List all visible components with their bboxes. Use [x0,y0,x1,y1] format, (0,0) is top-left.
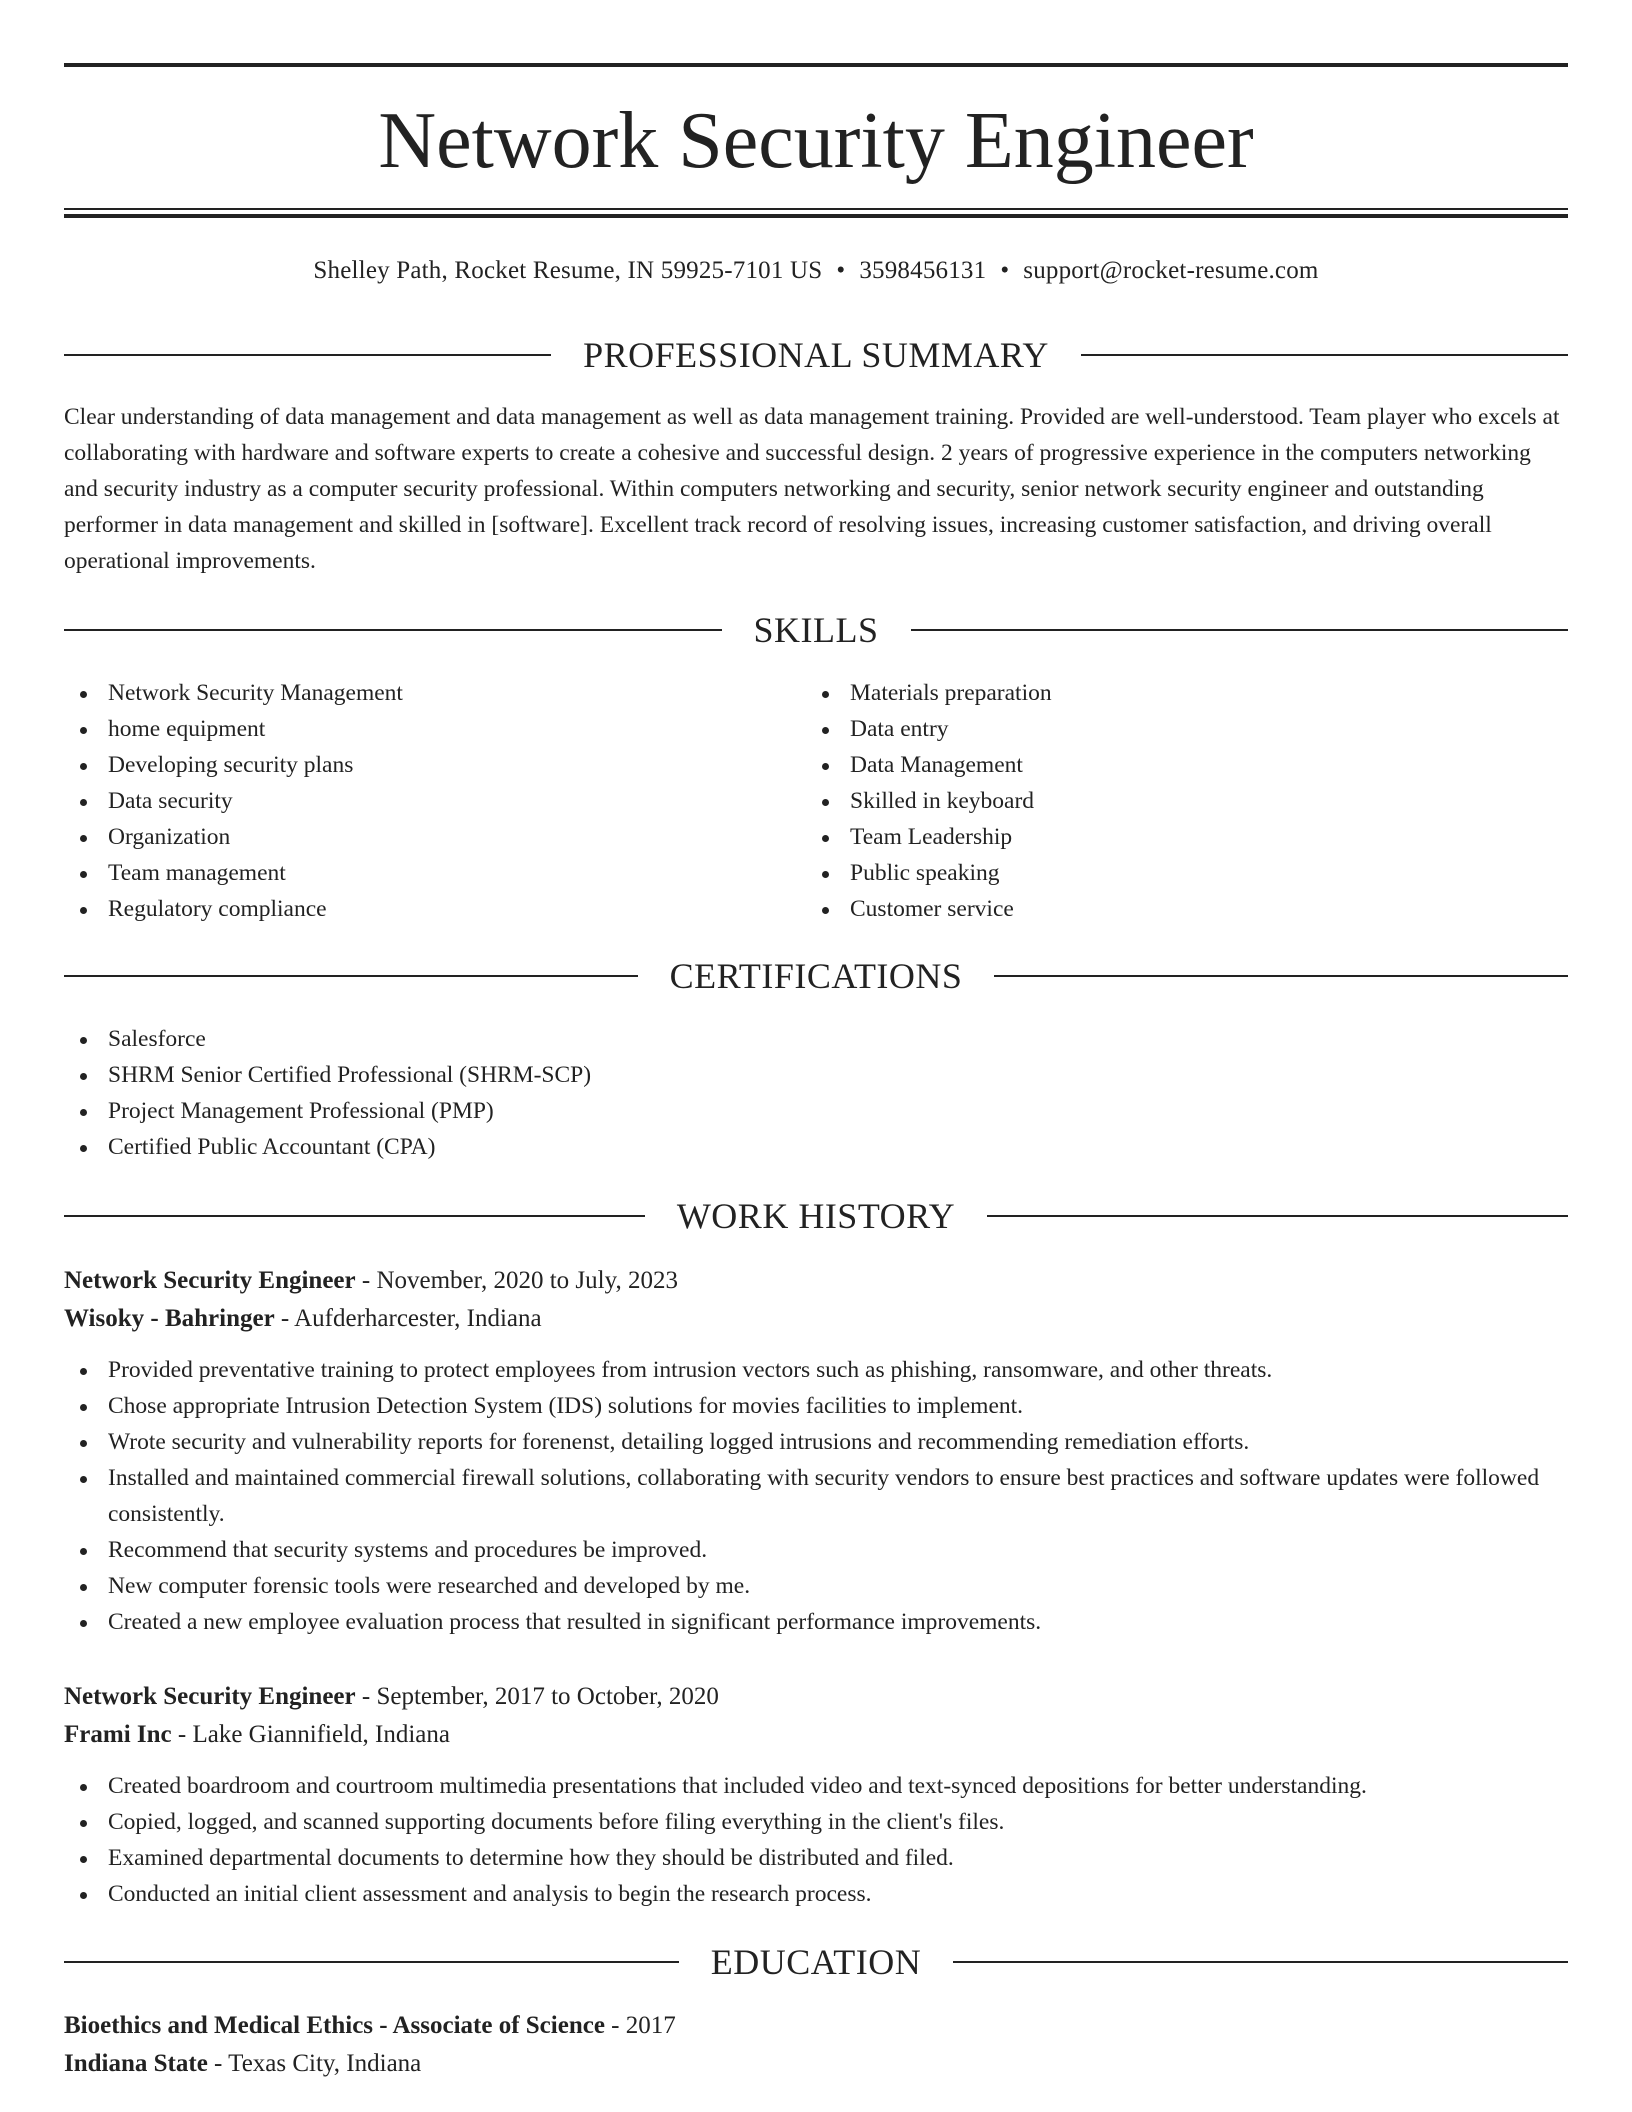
skill-item: Customer service [806,891,1546,927]
job-bullet: Conducted an initial client assessment and analysis to begin the research process. [64,1876,1568,1912]
heading-rule [994,975,1568,977]
job-bullet: Chose appropriate Intrusion Detection System (IDS) solutions for movies facilities to implement. [64,1388,1568,1424]
heading-rule [64,1961,679,1963]
heading-rule [987,1215,1568,1217]
certification-item: Certified Public Accountant (CPA) [64,1129,1568,1165]
job-title-line [64,1262,1568,1300]
heading-rule [953,1961,1568,1963]
skill-item: Data security [64,783,804,819]
certification-item: SHRM Senior Certified Professional (SHRM-SCP) [64,1057,1568,1093]
job-company: Wisoky - Bahringer [64,1305,275,1332]
job-title: Network Security Engineer [64,1267,356,1294]
certifications-heading-label: CERTIFICATIONS [669,956,963,996]
education-entry [64,2007,1568,2083]
heading-rule [64,975,638,977]
job-bullets [64,1352,1568,1640]
job-bullet: Wrote security and vulnerability reports for forenenst, detailing logged intrusions and recommending remediation efforts. [64,1424,1568,1460]
job-location: - Lake Giannifield, Indiana [171,1721,450,1748]
summary-heading [64,333,1568,377]
job-entry [64,1678,1568,1912]
title-double-rule [64,208,1568,218]
certification-item: Project Management Professional (PMP) [64,1093,1568,1129]
skill-item: Materials preparation [806,675,1546,711]
job-bullets [64,1768,1568,1912]
skills-heading [64,608,1568,652]
contact-phone: 3598456131 [859,257,987,284]
job-bullet: Created boardroom and courtroom multimedia presentations that included video and text-synced depositions for better understanding. [64,1768,1568,1804]
heading-rule [64,629,722,631]
job-bullet: Created a new employee evaluation process that resulted in significant performance improvements. [64,1604,1568,1640]
summary-text: Clear understanding of data management and data management as well as data management training. Provided are well-understood. Team player who excels at collaborating with hardware and software experts to create a cohesive and successful design. 2 years of progressive experience in the computers networking and security industry as a computer security professional. Within computers networking and security, senior network security engineer and outstanding performer in data management and skilled in [software]. Excellent track record of resolving issues, increasing customer satisfaction, and driving overall operational improvements. [64,404,1560,574]
skill-item: Public speaking [806,855,1546,891]
heading-rule [64,1215,645,1217]
certification-item: Salesforce [64,1021,1568,1057]
skills-heading-label: SKILLS [753,610,879,650]
skill-item: Team Leadership [806,819,1546,855]
heading-rule [911,629,1569,631]
job-location: - Aufderharcester, Indiana [274,1305,542,1332]
education-year: - 2017 [604,2012,676,2039]
job-entry [64,1262,1568,1640]
education-degree: Bioethics and Medical Ethics - Associate of Science [64,2012,605,2039]
skill-item: home equipment [64,711,804,747]
contact-address: Shelley Path, Rocket Resume, IN 59925-7101 US [313,257,823,284]
job-title-line [64,1678,1568,1716]
job-bullet: Copied, logged, and scanned supporting documents before filing everything in the client's files. [64,1804,1568,1840]
education-location: - Texas City, Indiana [207,2050,422,2077]
job-dates: - September, 2017 to October, 2020 [355,1683,719,1710]
skills-list-left [64,675,804,927]
job-company: Frami Inc [64,1721,172,1748]
contact-separator: • [1000,257,1010,284]
certifications-list [64,1021,1568,1165]
skill-item: Data Management [806,747,1546,783]
skill-item: Team management [64,855,804,891]
education-heading-label: EDUCATION [710,1942,922,1982]
job-bullet: Installed and maintained commercial firewall solutions, collaborating with security vendors to ensure best practices and software updates were followed consistently. [64,1460,1568,1532]
job-company-line [64,1716,1568,1754]
education-school: Indiana State [64,2050,208,2077]
top-rule [64,63,1568,67]
skill-item: Organization [64,819,804,855]
skill-item: Developing security plans [64,747,804,783]
resume-title: Network Security Engineer [378,97,1254,185]
job-title: Network Security Engineer [64,1683,356,1710]
contact-separator: • [836,257,846,284]
job-bullet: Recommend that security systems and procedures be improved. [64,1532,1568,1568]
job-bullet: Examined departmental documents to determine how they should be distributed and filed. [64,1840,1568,1876]
job-company-line [64,1300,1568,1338]
heading-rule [1081,354,1568,356]
education-school-line [64,2045,1568,2083]
work-history-heading [64,1194,1568,1238]
job-bullet: Provided preventative training to protect employees from intrusion vectors such as phishing, ransomware, and other threats. [64,1352,1568,1388]
contact-email: support@rocket-resume.com [1023,257,1319,284]
work-history-heading-label: WORK HISTORY [676,1196,956,1236]
job-bullet: New computer forensic tools were researched and developed by me. [64,1568,1568,1604]
job-dates: - November, 2020 to July, 2023 [355,1267,678,1294]
skills-list-right [806,675,1546,927]
certifications-heading [64,954,1568,998]
education-heading [64,1940,1568,1984]
skill-item: Regulatory compliance [64,891,804,927]
heading-rule [64,354,551,356]
skill-item: Skilled in keyboard [806,783,1546,819]
education-degree-line [64,2007,1568,2045]
skill-item: Data entry [806,711,1546,747]
skill-item: Network Security Management [64,675,804,711]
summary-heading-label: PROFESSIONAL SUMMARY [583,335,1049,375]
contact-line [64,254,1568,288]
